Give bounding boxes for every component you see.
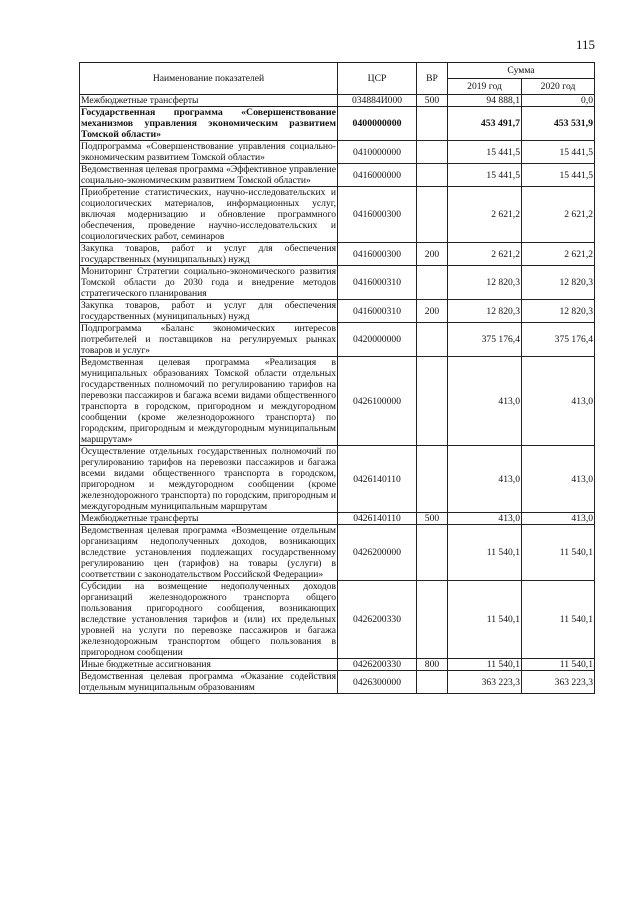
row-value-2020: 413,0 [522,357,595,446]
table-row [80,300,595,323]
row-csr: 0416000300 [338,243,417,266]
row-csr: 0426200330 [338,581,417,659]
row-value-2020: 11 540,1 [522,659,595,671]
row-name: Ведомственная целевая программа «Эффективное управление социально-экономическим развитием Томской области» [81,164,336,186]
row-value-2019: 11 540,1 [448,581,522,659]
table-row [80,243,595,266]
row-csr: 0426300000 [338,671,417,694]
row-vr [417,581,448,659]
row-vr: 500 [417,95,448,107]
row-value-2020: 11 540,1 [522,581,595,659]
table-row [80,525,595,581]
row-value-2020: 363 223,3 [522,671,595,694]
page-number: 115 [576,37,596,52]
row-name: Межбюджетные трансферты [80,95,338,107]
row-name: Государственная программа «Совершенствование механизмов управления экономическим развитием Томской области» [81,107,336,140]
table-row [80,446,595,513]
row-vr: 200 [417,243,448,266]
row-value-2019: 12 820,3 [448,300,522,323]
row-vr [417,525,448,581]
row-vr [417,323,448,357]
row-value-2020: 375 176,4 [522,323,595,357]
row-value-2019: 375 176,4 [448,323,522,357]
row-value-2019: 12 820,3 [448,266,522,300]
row-name: Подпрограмма «Баланс экономических интересов потребителей и поставщиков на регулируемых рынках товаров и услуг» [81,323,336,356]
row-name: Закупка товаров, работ и услуг для обеспечения государственных (муниципальных) нужд [81,300,336,322]
row-vr [417,671,448,694]
row-name: Приобретение статистических, научно-исследовательских и социологических материалов, информационных услуг, включая модернизацию и обновление программного обеспечения, проведение научно-исследовательских и социологических работ, семинаров [81,187,336,242]
row-value-2020: 413,0 [522,513,595,525]
row-vr [417,141,448,164]
row-value-2020: 2 621,2 [522,187,595,243]
row-value-2019: 2 621,2 [448,187,522,243]
row-value-2019: 2 621,2 [448,243,522,266]
table-row [80,164,595,187]
row-csr: 0416000000 [338,164,417,187]
row-name: Иные бюджетные ассигнования [80,659,338,671]
table-row [80,266,595,300]
table-row [80,141,595,164]
row-value-2019: 363 223,3 [448,671,522,694]
row-value-2019: 453 491,7 [448,107,522,141]
header-csr: ЦСР [338,63,417,95]
row-name: Закупка товаров, работ и услуг для обеспечения государственных (муниципальных) нужд [81,243,336,265]
row-vr [417,187,448,243]
header-name: Наименование показателей [80,63,338,95]
row-csr: 0416000310 [338,266,417,300]
row-csr: 0400000000 [338,107,417,141]
row-value-2019: 413,0 [448,513,522,525]
row-csr: 0416000310 [338,300,417,323]
row-value-2020: 12 820,3 [522,266,595,300]
row-name: Ведомственная целевая программа «Оказание содействия отдельным муниципальным образованиям [81,671,336,693]
row-value-2020: 15 441,5 [522,164,595,187]
row-csr: 0410000000 [338,141,417,164]
row-value-2019: 413,0 [448,357,522,446]
row-value-2020: 453 531,9 [522,107,595,141]
row-value-2019: 94 888,1 [448,95,522,107]
row-name: Мониторинг Стратегии социально-экономического развития Томской области до 2030 года и внедрение методов стратегического планирования [81,266,336,299]
row-value-2020: 0,0 [522,95,595,107]
row-name: Субсидии на возмещение недополученных доходов организаций железнодорожного транспорта общего пользования пригородного сообщения, возникающих вследствие установления тарифов и (или) их предельных уровней на услуги по перевозке пассажиров и багажа железнодорожным транспортом общего пользования в пригородном сообщении [81,581,336,658]
row-value-2019: 15 441,5 [448,164,522,187]
budget-table [79,62,595,694]
header-vr: ВР [417,63,448,95]
row-csr: 0420000000 [338,323,417,357]
table-row [80,581,595,659]
row-csr: 0426100000 [338,357,417,446]
row-value-2019: 413,0 [448,446,522,513]
row-value-2019: 11 540,1 [448,525,522,581]
header-sum: Сумма [448,63,595,79]
row-vr [417,357,448,446]
row-csr: 0426200000 [338,525,417,581]
row-value-2020: 15 441,5 [522,141,595,164]
row-vr [417,107,448,141]
row-value-2020: 11 540,1 [522,525,595,581]
row-vr [417,446,448,513]
table-row [80,671,595,694]
row-value-2020: 413,0 [522,446,595,513]
row-name: Межбюджетные трансферты [80,513,338,525]
row-csr: 034884И000 [338,95,417,107]
row-name: Подпрограмма «Совершенствование управления социально-экономическим развитием Томской области» [81,141,336,163]
table-row [80,357,595,446]
table-row [80,513,595,525]
table-row [80,187,595,243]
row-vr: 200 [417,300,448,323]
row-name: Ведомственная целевая программа «Возмещение отдельным организациям недополученных доходов, возникающих вследствие установления подлежащих государственному регулированию цен (тарифов) на товары (услуги) в соответствии с законодательством Российской Федерации» [81,525,336,580]
row-vr: 500 [417,513,448,525]
row-csr: 0426140110 [338,513,417,525]
row-csr: 0416000300 [338,187,417,243]
row-vr [417,266,448,300]
row-value-2020: 12 820,3 [522,300,595,323]
table-row [80,107,595,141]
row-vr [417,164,448,187]
row-value-2019: 11 540,1 [448,659,522,671]
row-vr: 800 [417,659,448,671]
table-row [80,323,595,357]
table-body [80,95,595,694]
table-row [80,95,595,107]
row-value-2019: 15 441,5 [448,141,522,164]
row-csr: 0426140110 [338,446,417,513]
row-name: Осуществление отдельных государственных полномочий по регулированию тарифов на перевозки пассажиров и багажа всеми видами общественного транспорта в городском, пригородном и междугородном сообщении (кроме железнодорожного транспорта) по городским, пригородным и междугородным муниципальным маршрутам [81,446,336,512]
header-year-2020: 2020 год [522,79,595,95]
row-csr: 0426200330 [338,659,417,671]
row-name: Ведомственная целевая программа «Реализация в муниципальных образованиях Томской области отдельных государственных полномочий по регулированию тарифов на перевозки пассажиров и багажа всеми видами общественного транспорта в городском, пригородном и междугородном сообщении (кроме железнодорожного транспорта) по городским, пригородным и междугородным муниципальным маршрутам» [81,357,336,445]
header-year-2019: 2019 год [448,79,522,95]
row-value-2020: 2 621,2 [522,243,595,266]
table-row [80,659,595,671]
